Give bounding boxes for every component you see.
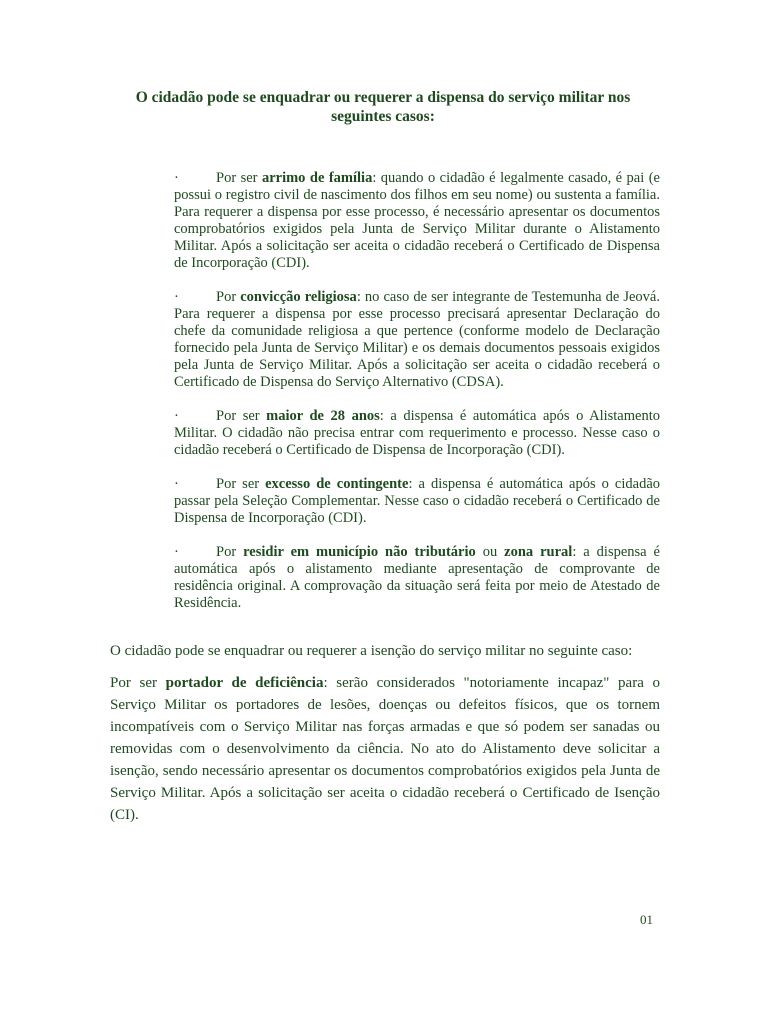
item-pre: Por ser xyxy=(216,408,267,424)
item-bold: maior de 28 anos xyxy=(266,408,380,424)
item-bold-2: zona rural xyxy=(504,544,573,560)
item-mid: ou xyxy=(475,544,505,560)
item-text: : a dispensa é automática após o alistamento mediante apresentação de comprovante de residência original. A comprovação da situação será feita por meio de Atestado de Residência. xyxy=(174,544,660,611)
item-text: : quando o cidadão é legalmente casado, é pai (e possui o registro civil de nascimento dos filhos em seu nome) ou sustenta a família. Para requerer a dispensa por esse processo, é necessário apresentar os documentos comprobatórios exigidos pela Junta de Serviço Militar durante o Alistamento Militar. Após a solicitação ser aceita o cidadão receberá o Certificado de Dispensa de Incorporação (CDI). xyxy=(174,170,660,271)
bullet: · xyxy=(174,170,179,186)
item-bold: residir em município não tributário xyxy=(243,544,476,560)
item-pre: Por ser xyxy=(216,476,266,492)
bullet: · xyxy=(174,476,179,492)
page-title: O cidadão pode se enquadrar ou requerer a dispensa do serviço militar nos seguintes casos: xyxy=(135,89,631,125)
bullet: · xyxy=(174,408,179,424)
para-pre: Por ser xyxy=(110,675,166,691)
para-bold: portador de deficiência xyxy=(165,675,324,691)
item-bold: excesso de contingente xyxy=(265,476,409,492)
list-item-excesso xyxy=(174,476,660,527)
item-text: : a dispensa é automática após o cidadão passar pela Seleção Complementar. Nesse caso o cidadão receberá o Certificado de Dispensa de Incorporação (CDI). xyxy=(174,476,660,526)
item-bold: convicção religiosa xyxy=(240,289,357,305)
isencao-intro: O cidadão pode se enquadrar ou requerer a isenção do serviço militar no seguinte caso: xyxy=(110,643,633,659)
item-bold: arrimo de família xyxy=(261,170,373,186)
item-pre: Por ser xyxy=(216,170,262,186)
bullet: · xyxy=(174,544,179,560)
dispensa-list xyxy=(174,170,660,629)
page-number: 01 xyxy=(640,912,653,927)
item-pre: Por xyxy=(216,544,244,560)
item-text: : no caso de ser integrante de Testemunha de Jeová. Para requerer a dispensa por esse processo precisará apresentar Declaração do chefe da comunidade religiosa a que pertence (conforme modelo de Declaração fornecido pela Junta de Serviço Militar) e os demais documentos pessoais exigidos pela Junta de Serviço Militar. Após a solicitação ser aceita o cidadão receberá o Certificado de Dispensa do Serviço Alternativo (CDSA). xyxy=(174,289,660,390)
list-item-arrimo xyxy=(174,170,660,272)
isencao-paragraph xyxy=(110,672,660,826)
list-item-residir xyxy=(174,544,660,612)
list-item-maior-28 xyxy=(174,408,660,459)
para-text: : serão considerados "notoriamente incapaz" para o Serviço Militar os portadores de lesões, doenças ou defeitos físicos, que os tornem incompatíveis com o Serviço Militar nas forças armadas e que só podem ser sanadas ou removidas com o desenvolvimento da ciência. No ato do Alistamento deve solicitar a isenção, sendo necessário apresentar os documentos comprobatórios exigidos pela Junta de Serviço Militar. Após a solicitação ser aceita o cidadão receberá o Certificado de Isenção (CI). xyxy=(110,675,661,823)
item-pre: Por xyxy=(216,289,241,305)
item-text: : a dispensa é automática após o Alistamento Militar. O cidadão não precisa entrar com requerimento e processo. Nesse caso o cidadão receberá o Certificado de Dispensa de Incorporação (CDI). xyxy=(174,408,660,458)
bullet: · xyxy=(174,289,179,305)
list-item-conviccao xyxy=(174,289,660,391)
